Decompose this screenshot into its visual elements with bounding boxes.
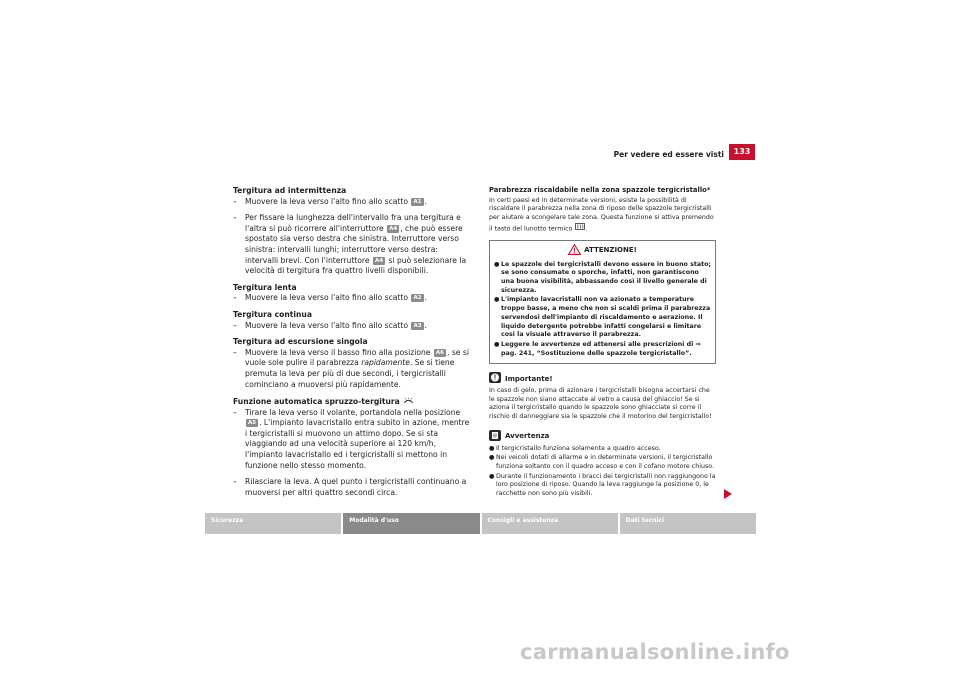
heading-continua: Tergitura continua [233,309,312,319]
control-badge: A1 [413,198,422,205]
step-intermittenza-2: – Per fissare la lunghezza dell'intervallo fra una tergitura e l'altra si può ricorrere all'interruttore A4 , che può essere spostato sia verso destra che sinistra. Interruttore verso sinistra: intervalli lunghi; interruttore verso destra: intervalli brevi. Con l'interruttore A4 si può selezionare la velocità di tergitura fra quattro livelli disponibili. [233,213,467,276]
control-badge: A6 [435,349,444,356]
step-lenta: – Muovere la leva verso l'alto fino allo scatto A2 . [233,293,427,303]
note-icon [489,430,501,444]
paragraph-parabrezza: In certi paesi ed in determinate versioni, esiste la possibilità di riscaldare il parabrezza nella zona di riposo delle spazzole tergicristalli per aiutare a scongelare tale zona. Questa funzione si attiva premendo il tasto del lunotto termico . [489,196,714,233]
control-badge: A3 [413,322,422,329]
page-number: 133 [729,144,755,160]
heading-spruzzo: Funzione automatica spruzzo-tergitura [233,396,473,408]
dash: – [233,213,237,223]
heading-parabrezza: Parabrezza riscaldabile nella zona spazzole tergicristallo* [489,186,711,194]
right-column [489,186,716,500]
note-item: ● Nei veicoli dotati di allarme e in determinate versioni, il tergicristallo funziona soltanto con il quadro acceso e con il cofano motore chiuso. [489,454,714,470]
dash: – [233,196,237,206]
control-badge: A4 [374,257,384,264]
important-text: In caso di gelo, prima di azionare i tergicristalli bisogna accertarsi che le spazzole non siano attaccate al vetro a causa del ghiaccio! Se si aziona il tergicristallo quando le spazzole sono ghiacciate si corre il rischio di danneggiare sia le spazzole che il motorino del tergicristallo! [489,387,712,421]
step-continua: – Muovere la leva verso l'alto fino allo scatto A3 . [233,320,427,330]
dash: – [233,293,237,303]
tab-modalita-duso[interactable]: Modalità d'uso [343,513,479,534]
control-badge: A5 [248,420,257,427]
tab-consigli-e-assistenza[interactable]: Consigli e assistenza [482,513,618,534]
dash: – [233,347,237,357]
warning-item: ● Le spazzole dei tergicristalli devono essere in buono stato; se sono consumate o sporche, infatti, non garantiscono una buona visibilità, abbassando così il livello generale di sicurezza. [494,260,711,294]
note-title: Avvertenza [489,430,716,444]
watermark: carmanualsonline.info [520,640,790,664]
dash: – [233,477,237,487]
dash: – [233,407,237,417]
warning-title: ATTENZIONE! [494,244,711,258]
step-intermittenza-1: – Muovere la leva verso l'alto fino allo scatto A1 . [233,196,427,206]
heading-intermittenza: Tergitura ad intermittenza [233,186,347,195]
step-spruzzo-2: – Rilasciare la leva. A quel punto i tergicristalli continuano a muoversi per altri quattro secondi circa. [233,477,467,497]
control-badge: A4 [389,225,398,232]
tab-sicurezza[interactable]: Sicurezza [205,513,341,534]
important-title: Importante! [489,372,716,386]
heading-singola: Tergitura ad escursione singola [233,337,368,347]
section-tabs [205,513,756,534]
exclamation-circle-icon [489,372,501,386]
tab-dati-tecnici[interactable]: Dati tecnici [620,513,756,534]
step-singola: – Muovere la leva verso il basso fino alla posizione A6 , se si vuole sole pulire il parabrezza rapidamente. Se si tiene premuta la leva per più di due secondi, i tergicristalli cominciano a muoversi più rapidamente. [233,347,469,389]
step-spruzzo-1: – Tirare la leva verso il volante, portandola nella posizione A5 . L'impianto lavacristallo entra subito in azione, mentre i tergicristalli si muovono un attimo dopo. Se si sta viaggiando ad una velocità superiore ai 120 km/h, l'impianto lavacristallo ed i tergicristalli si mettono in funzione nello stesso momento. [233,407,470,470]
header-title: Per vedere ed essere visti [613,150,724,159]
note-item: ● Durante il funzionamento i bracci dei tergicristalli non raggiungono la loro posizione di riposo. Quando la leva raggiunge la posizione 0, le racchette non sono più visibili. [489,472,716,498]
dash: – [233,320,237,330]
warning-item: ● Leggere le avvertenze ed attenersi alle prescrizioni di ⇒ pag. 241, “Sostituzione delle spazzole tergicristallo”. [494,340,701,357]
next-page-arrow-icon[interactable] [724,484,732,503]
warning-box [489,240,716,364]
control-badge: A2 [413,295,422,302]
left-column [233,186,473,498]
warning-item: ● L'impianto lavacristalli non va azionato a temperature troppo basse, a meno che non si scaldi prima il parabrezza servendosi dell'impianto di riscaldamento e aerazione. Il liquido detergente potrebbe infatti congelarsi e limitare così la visuale attraverso il parabrezza. [494,296,711,339]
washer-spray-icon [403,396,414,408]
heading-lenta: Tergitura lenta [233,282,297,292]
rear-window-heater-icon [575,223,585,234]
note-item: ● Il tergicristallo funziona solamente a quadro acceso. [489,444,661,452]
warning-triangle-icon [568,244,581,258]
